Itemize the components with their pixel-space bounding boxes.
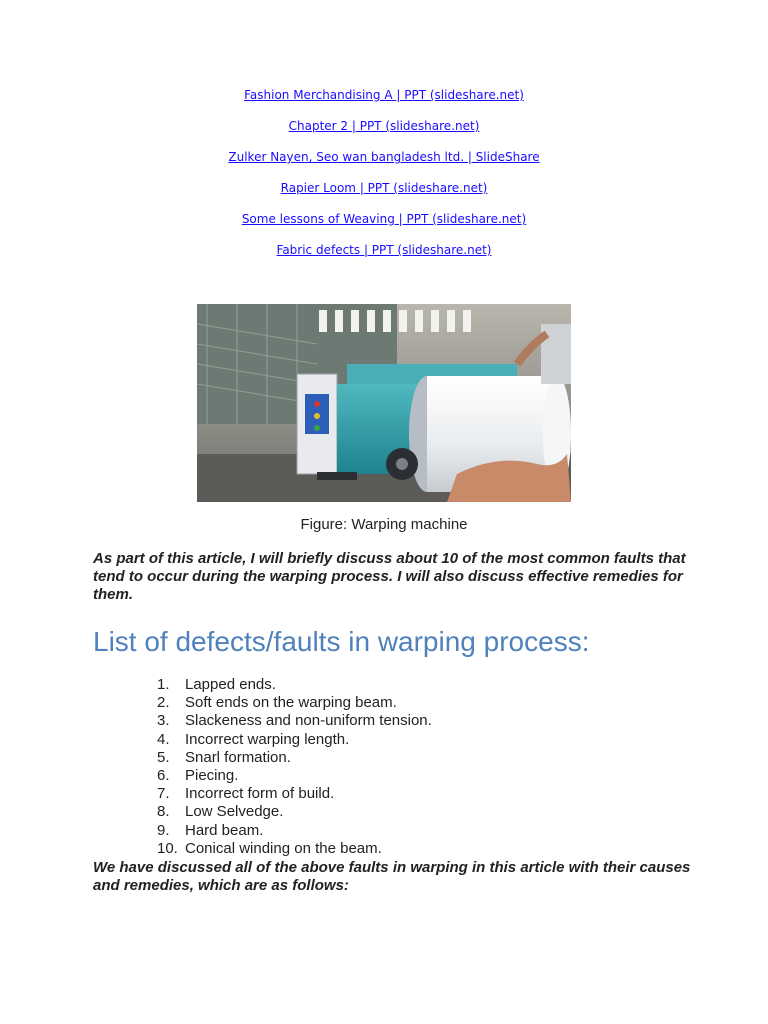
list-item: [157, 840, 432, 858]
list-item: [157, 694, 432, 712]
link-zulker-nayen[interactable]: Zulker Nayen, Seo wan bangladesh ltd. | SlideShare: [228, 150, 540, 164]
list-item-number: 3.: [157, 712, 170, 730]
list-item-text: Conical winding on the beam.: [185, 839, 382, 857]
list-item-text: Incorrect form of build.: [185, 785, 335, 803]
list-item-text: Soft ends on the warping beam.: [185, 694, 397, 712]
link-chapter-2[interactable]: Chapter 2 | PPT (slideshare.net): [288, 119, 480, 133]
list-item-number: 8.: [157, 803, 170, 821]
list-item-number: 1.: [157, 676, 170, 693]
link-fabric-defects[interactable]: Fabric defects | PPT (slideshare.net): [276, 243, 492, 257]
list-item-number: 9.: [157, 821, 170, 839]
list-item: [157, 803, 432, 821]
list-item-text: Piecing.: [185, 766, 239, 784]
warping-machine-image: [197, 304, 571, 502]
reference-links: [0, 86, 768, 272]
intro-paragraph: As part of this article, I will briefly discuss about 10 of the most common faults that tend to occur during the warping process. I will also discuss effective remedies for them.: [93, 550, 686, 603]
list-item: [157, 749, 432, 767]
figure-caption: Figure: Warping machine: [300, 516, 468, 533]
list-item-text: Snarl formation.: [185, 748, 291, 766]
list-item-text: Slackeness and non-uniform tension.: [185, 712, 432, 730]
list-item-text: Incorrect warping length.: [185, 730, 350, 748]
list-item: [157, 822, 432, 840]
list-item-number: 4.: [157, 730, 170, 748]
outro-paragraph: We have discussed all of the above faults in warping in this article with their causes and remedies, which are as follows:: [93, 859, 691, 894]
link-rapier-loom[interactable]: Rapier Loom | PPT (slideshare.net): [280, 181, 488, 195]
defects-list: [157, 676, 432, 858]
list-item-number: 2.: [157, 694, 170, 712]
list-item-text: Lapped ends.: [185, 676, 276, 693]
link-fashion-merchandising[interactable]: Fashion Merchandising A | PPT (slideshare.net): [244, 88, 524, 102]
list-item: [157, 676, 432, 694]
list-item: [157, 731, 432, 749]
list-item-text: Hard beam.: [185, 821, 264, 839]
list-item-number: 6.: [157, 766, 170, 784]
list-item: [157, 785, 432, 803]
list-item-number: 5.: [157, 748, 170, 766]
warping-machine-photo: [197, 304, 571, 502]
list-item-number: 7.: [157, 785, 170, 803]
link-lessons-of-weaving[interactable]: Some lessons of Weaving | PPT (slideshare.net): [241, 212, 527, 226]
list-item: [157, 767, 432, 785]
section-heading: List of defects/faults in warping process:: [93, 626, 590, 657]
list-item: [157, 712, 432, 730]
list-item-number: 10.: [157, 839, 178, 857]
list-item-text: Low Selvedge.: [185, 803, 284, 821]
